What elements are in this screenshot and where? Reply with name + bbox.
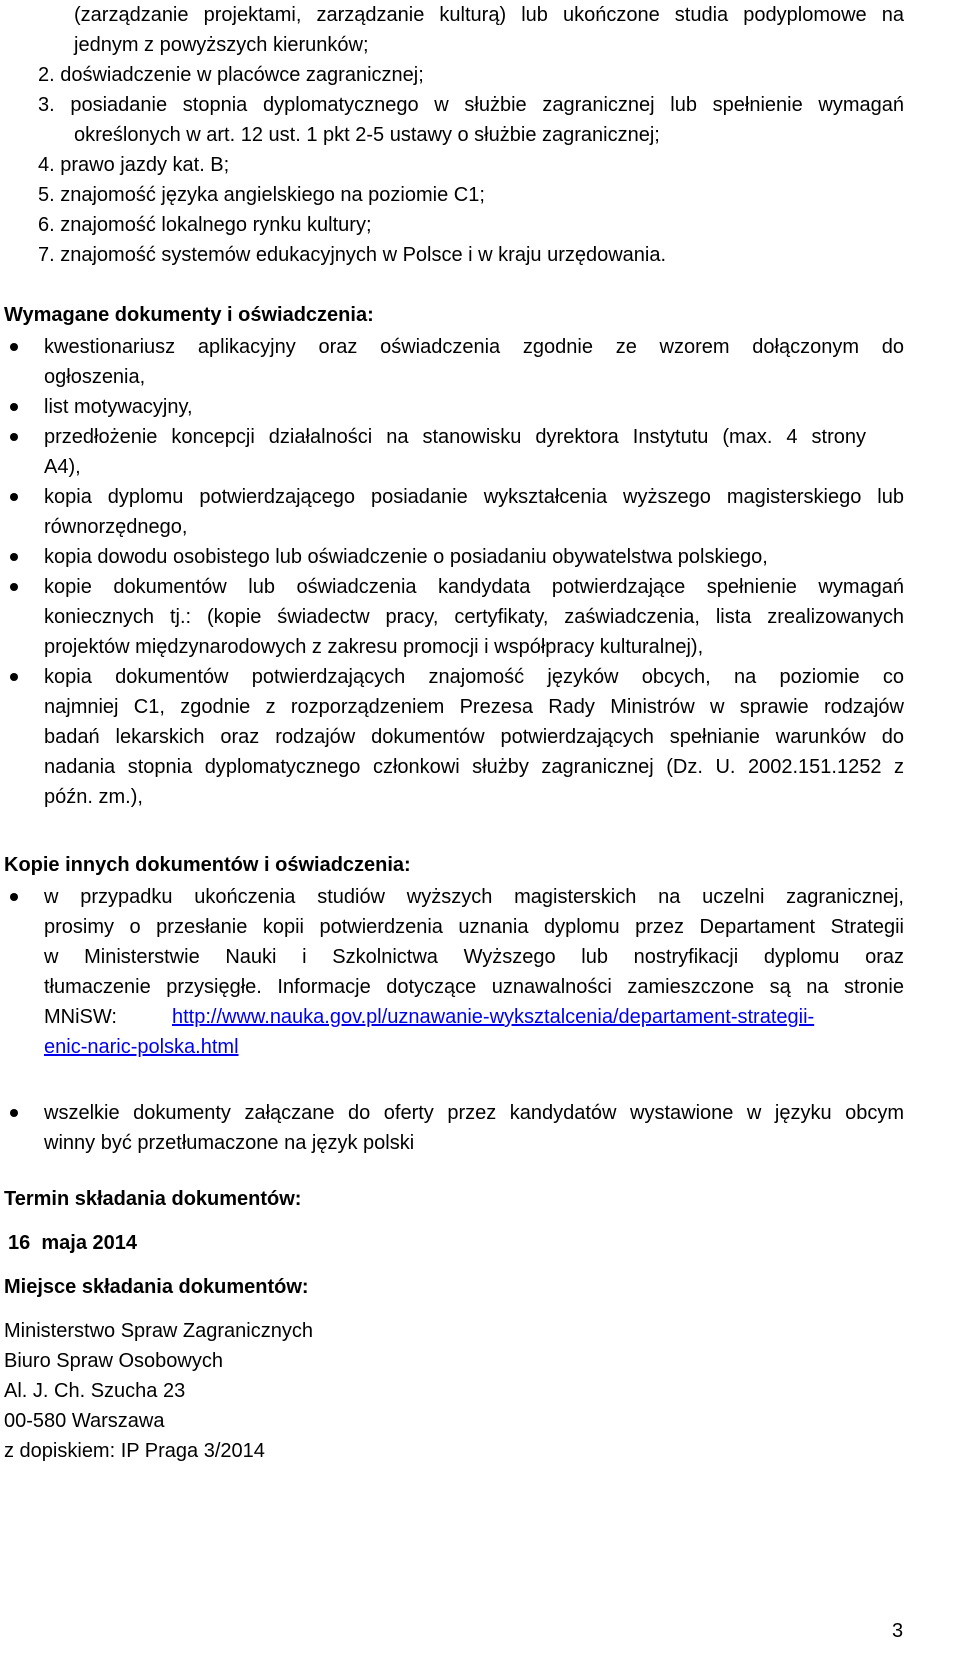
other-doc-line: w przypadku ukończenia studiów wyższych magisterskich na uczelni zagranicznej, — [44, 886, 904, 908]
mnisw-label: MNiSW: — [44, 1006, 117, 1028]
other-doc-line: w Ministerstwie Nauki i Szkolnictwa Wyższego lub nostryfikacji dyplomu oraz — [44, 946, 904, 968]
bullet-icon — [10, 1109, 18, 1117]
requirement-text-line: (zarządzanie projektami, zarządzanie kulturą) lub ukończone studia podyplomowe na — [74, 4, 904, 26]
required-doc-line: kopie dokumentów lub oświadczenia kandydata potwierdzające spełnienie wymagań — [44, 576, 904, 598]
bullet-icon — [10, 673, 18, 681]
other-doc-line: winny być przetłumaczone na język polski — [44, 1132, 415, 1154]
required-doc-line: badań lekarskich oraz rodzajów dokumentów potwierdzających spełnianie warunków do — [44, 726, 904, 748]
required-doc-line: najmniej C1, zgodnie z rozporządzeniem Prezesa Rady Ministrów w sprawie rodzajów — [44, 696, 904, 718]
address-line: Biuro Spraw Osobowych — [4, 1350, 223, 1372]
page-number: 3 — [892, 1620, 904, 1642]
bullet-icon — [10, 403, 18, 411]
required-doc-line: nadania stopnia dyplomatycznego członkowi służby zagranicznej (Dz. U. 2002.151.1252 z — [44, 756, 904, 778]
address-line: 00-580 Warszawa — [4, 1410, 165, 1432]
section-heading-place: Miejsce składania dokumentów: — [4, 1276, 309, 1298]
required-doc-line: kopia dowodu osobistego lub oświadczenie o posiadaniu obywatelstwa polskiego, — [44, 546, 768, 568]
required-doc-line: późn. zm.), — [44, 786, 143, 808]
bullet-icon — [10, 583, 18, 591]
required-doc-line: projektów międzynarodowych z zakresu promocji i współpracy kulturalnej), — [44, 636, 704, 658]
requirement-text-line: określonych w art. 12 ust. 1 pkt 2-5 ustawy o służbie zagranicznej; — [74, 124, 660, 146]
required-doc-line: przedłożenie koncepcji działalności na stanowisku dyrektora Instytutu (max. 4 strony — [44, 426, 866, 448]
section-heading-required-documents: Wymagane dokumenty i oświadczenia: — [4, 304, 374, 326]
bullet-icon — [10, 433, 18, 441]
required-doc-line: kwestionariusz aplikacyjny oraz oświadczenia zgodnie ze wzorem dołączonym do — [44, 336, 904, 358]
bullet-icon — [10, 893, 18, 901]
required-doc-line: A4), — [44, 456, 81, 478]
requirement-item: 4. prawo jazdy kat. B; — [38, 154, 230, 176]
required-doc-line: list motywacyjny, — [44, 396, 193, 418]
requirement-item: 7. znajomość systemów edukacyjnych w Polsce i w kraju urzędowania. — [38, 244, 667, 266]
deadline-date: 16 maja 2014 — [8, 1232, 137, 1254]
required-doc-line: kopia dokumentów potwierdzających znajomość języków obcych, na poziomie co — [44, 666, 904, 688]
required-doc-line: równorzędnego, — [44, 516, 188, 538]
section-heading-other-documents: Kopie innych dokumentów i oświadczenia: — [4, 854, 411, 876]
requirement-item: 2. doświadczenie w placówce zagranicznej; — [38, 64, 424, 86]
requirement-item: 6. znajomość lokalnego rynku kultury; — [38, 214, 372, 236]
bullet-icon — [10, 493, 18, 501]
requirement-text-line: jednym z powyższych kierunków; — [74, 34, 369, 56]
mnisw-link[interactable]: http://www.nauka.gov.pl/uznawanie-wyksztalcenia/departament-strategii- — [172, 1006, 815, 1028]
required-doc-line: ogłoszenia, — [44, 366, 146, 388]
required-doc-line: kopia dyplomu potwierdzającego posiadanie wykształcenia wyższego magisterskiego lub — [44, 486, 904, 508]
bullet-icon — [10, 343, 18, 351]
bullet-icon — [10, 553, 18, 561]
address-line: Ministerstwo Spraw Zagranicznych — [4, 1320, 313, 1342]
other-doc-line: wszelkie dokumenty załączane do oferty przez kandydatów wystawione w języku obcym — [44, 1102, 904, 1124]
mnisw-link-continued[interactable]: enic-naric-polska.html — [44, 1036, 239, 1058]
requirement-item: 3. posiadanie stopnia dyplomatycznego w służbie zagranicznej lub spełnienie wymagań — [38, 94, 904, 116]
address-line: z dopiskiem: IP Praga 3/2014 — [4, 1440, 265, 1462]
other-doc-line: tłumaczenie przysięgłe. Informacje dotyczące uznawalności zamieszczone są na stronie — [44, 976, 904, 998]
address-line: Al. J. Ch. Szucha 23 — [4, 1380, 186, 1402]
required-doc-line: koniecznych tj.: (kopie świadectw pracy, certyfikaty, zaświadczenia, lista zrealizowanych — [44, 606, 904, 628]
requirement-item: 5. znajomość języka angielskiego na poziomie C1; — [38, 184, 485, 206]
other-doc-line: prosimy o przesłanie kopii potwierdzenia uznania dyplomu przez Departament Strategii — [44, 916, 904, 938]
section-heading-deadline: Termin składania dokumentów: — [4, 1188, 302, 1210]
